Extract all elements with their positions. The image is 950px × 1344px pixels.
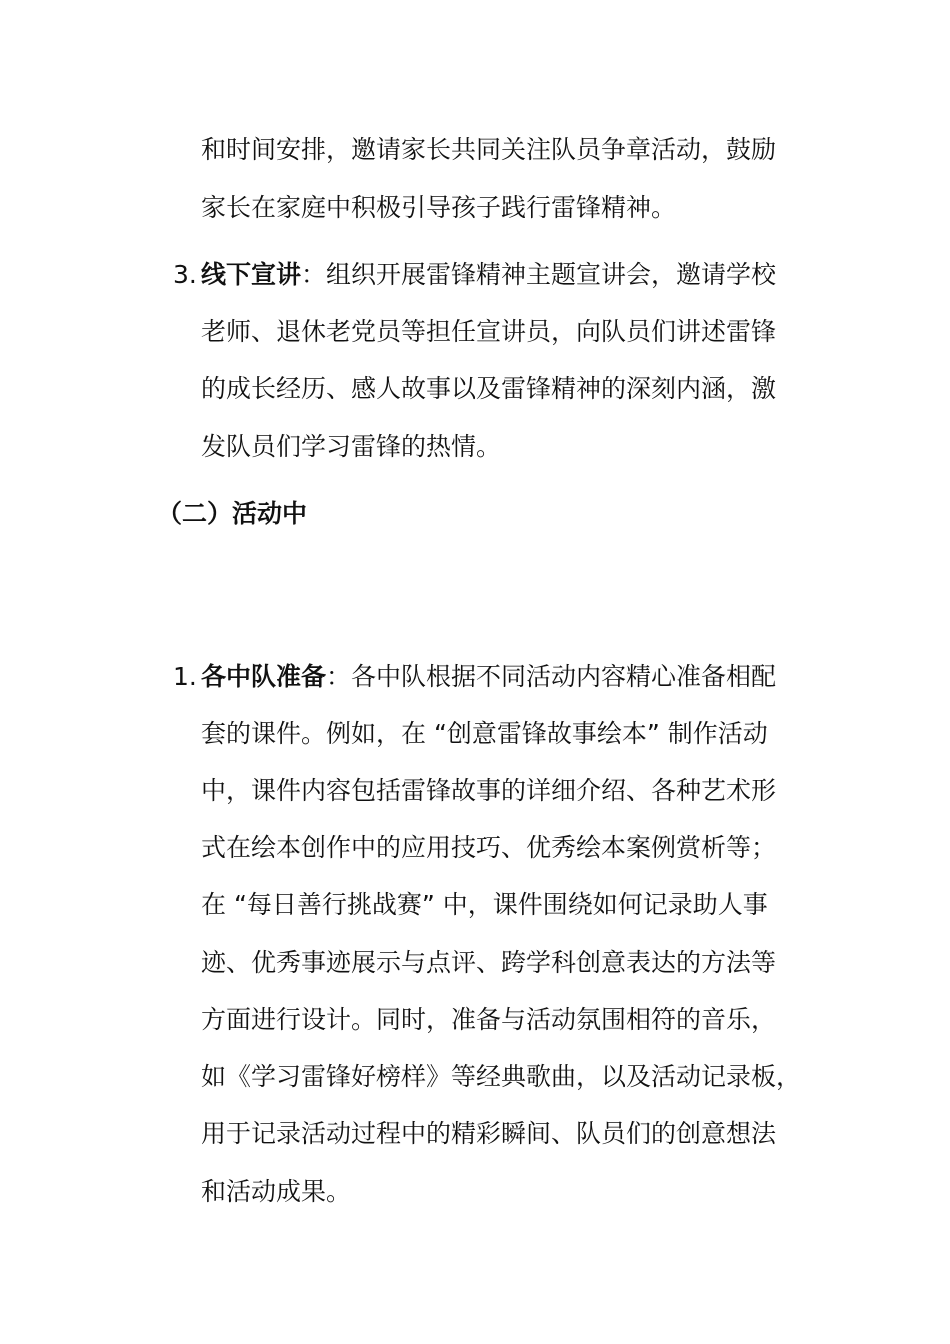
- paragraph-line: 用于记录活动过程中的精彩瞬间、队员们的创意想法: [201, 1119, 777, 1148]
- paragraph-line: 如《学习雷锋好榜样》等经典歌曲，以及活动记录板，: [201, 1062, 802, 1091]
- paragraph-line: 套的课件。例如，在 “创意雷锋故事绘本” 制作活动: [201, 719, 768, 748]
- list-item-title: 各中队准备: [201, 662, 327, 691]
- list-number: 1.: [173, 662, 197, 691]
- paragraph-line: 和活动成果。: [201, 1177, 352, 1206]
- list-item-first-line: [201, 258, 776, 292]
- list-number: 3.: [173, 260, 197, 289]
- paragraph-line: 式在绘本创作中的应用技巧、优秀绘本案例赏析等；: [201, 833, 777, 862]
- paragraph-line: 老师、退休老党员等担任宣讲员，向队员们讲述雷锋: [201, 317, 777, 346]
- paragraph-line: 方面进行设计。同时，准备与活动氛围相符的音乐，: [201, 1005, 777, 1034]
- section-heading: （二）活动中: [157, 499, 308, 528]
- paragraph-line: 中，课件内容包括雷锋故事的详细介绍、各种艺术形: [201, 776, 777, 805]
- paragraph-line: 发队员们学习雷锋的热情。: [201, 432, 502, 461]
- list-item-text: ：各中队根据不同活动内容精心准备相配: [326, 662, 777, 691]
- paragraph-line: 在 “每日善行挑战赛” 中，课件围绕如何记录助人事: [201, 890, 768, 919]
- list-item-first-line: [201, 660, 776, 694]
- paragraph-line: 家长在家庭中积极引导孩子践行雷锋精神。: [201, 193, 677, 222]
- list-item-text: ：组织开展雷锋精神主题宣讲会，邀请学校: [301, 260, 777, 289]
- paragraph-line: 和时间安排，邀请家长共同关注队员争章活动，鼓励: [201, 135, 777, 164]
- paragraph-line: 的成长经历、感人故事以及雷锋精神的深刻内涵，激: [201, 374, 777, 403]
- paragraph-line: 迹、优秀事迹展示与点评、跨学科创意表达的方法等: [201, 948, 777, 977]
- list-item-title: 线下宣讲: [201, 260, 302, 289]
